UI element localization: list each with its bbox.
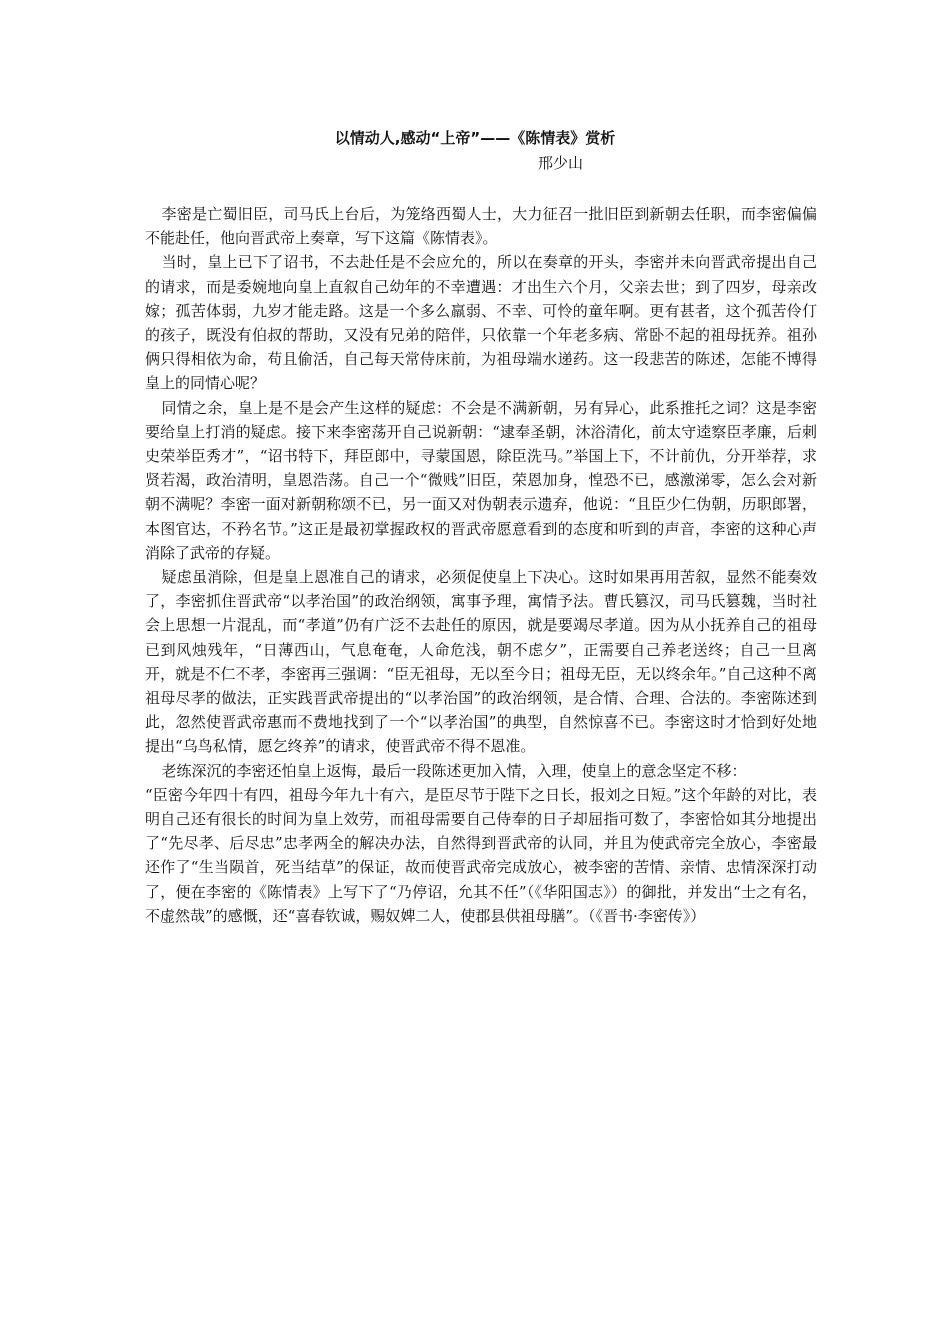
paragraph-intro: 李密是亡蜀旧臣，司马氏上台后，为笼络西蜀人士，大力征召一批旧臣到新朝去任职，而李密偏偏不能赴任，他向晋武帝上奏章，写下这篇《陈情表》。 xyxy=(145,205,817,248)
paragraph-final-plea: 老练深沉的李密还怕皇上返悔，最后一段陈述更加入情，入理，使皇上的意念坚定不移： xyxy=(161,761,747,780)
paragraph-filial-piety: 疑虑虽消除，但是皇上恩准自己的请求，必须促使皇上下决心。这时如果再用苦叙，显然不能奏效了，李密抓住晋武帝“以孝治国”的政治纲领，寓事予理，寓情予法。曹氏篡汉，司马氏篡魏，当时社会上思想一片混乱，而“孝道”仍有广泛不去赴任的原因，就是要竭尽孝道。因为从小抚养自己的祖母已到风烛残年，“日薄西山，气息奄奄，人命危浅，朝不虑夕”，正需要自己养老送终；自己一旦离开，就是不仁不孝，李密再三强调：“臣无祖母，无以至今日；祖母无臣，无以终余年。”自己这种不离祖母尽孝的做法，正实践晋武帝提出的“以孝治国”的政治纲领，是合情、合理、合法的。李密陈述到此，忽然使晋武帝惠而不费地找到了一个“以孝治国”的典型，自然惊喜不已。李密这时才恰到好处地提出“乌鸟私情，愿乞终养”的请求，使晋武帝不得不恩准。 xyxy=(145,568,817,756)
article-author: 邢少山 xyxy=(538,154,584,172)
paragraph-new-court: 同情之余，皇上是不是会产生这样的疑虑：不会是不满新朝，另有异心，此系推托之词？这是李密要给皇上打消的疑虑。接下来李密荡开自己说新朝：“逮奉圣朝，沐浴清化，前太守逵察臣孝廉，后刺史荣举臣秀才”，“诏书特下，拜臣郎中，寻蒙国恩，除臣洗马。”举国上下，不计前仇，分开举荐，求贤若渴，政治清明，皇恩浩荡。自己一个“微贱”旧臣，荣恩加身，惶恐不已，感激涕零，怎么会对新朝不满呢？李密一面对新朝称颂不已，另一面又对伪朝表示遗弃，他说：“且臣少仁伪朝，历职郎署，本图官达，不矜名节。”这正是最初掌握政权的晋武帝愿意看到的态度和听到的声音，李密的这种心声消除了武帝的存疑。 xyxy=(145,398,817,562)
article-title: 以情动人,感动“上帝”——《陈情表》赏析 xyxy=(334,129,616,147)
paragraph-conclusion: “臣密今年四十有四，祖母今年九十有六，是臣尽节于陛下之日长，报刘之日短。”这个年龄的对比，表明自己还有很长的时间为皇上效劳，而祖母需要自己侍奉的日子却屈指可数了，李密恰如其分地提出了“先尽孝、后尽忠”忠孝两全的解决办法，自然得到晋武帝的认同，并且为使武帝完全放心，李密最还作了“生当陨首，死当结草”的保证，故而使晋武帝完成放心，被李密的苦情、亲情、忠情深深打动了，便在李密的《陈情表》上写下了“乃停诏，允其不任”（《华阳国志》）的御批，并发出“士之有名，不虚然哉”的感慨，还“喜春钦诚，赐奴婢二人，使郡县供祖母膳”。（《晋书·李密传》） xyxy=(145,785,817,925)
article-body xyxy=(145,202,817,928)
paragraph-childhood: 当时，皇上已下了诏书，不去赴任是不会应允的，所以在奏章的开头，李密并未向晋武帝提出自己的请求，而是委婉地向皇上直叙自己幼年的不幸遭遇：才出生六个月，父亲去世；到了四岁，母亲改嫁；孤苦体弱，九岁才能走路。这是一个多么羸弱、不幸、可怜的童年啊。更有甚者，这个孤苦伶仃的孩子，既没有伯叔的帮助，又没有兄弟的陪伴，只依靠一个年老多病、常卧不起的祖母抚养。祖孙俩只得相依为命，苟且偷活，自己每天常侍床前，为祖母端水递药。这一段悲苦的陈述，怎能不博得皇上的同情心呢？ xyxy=(145,253,817,393)
